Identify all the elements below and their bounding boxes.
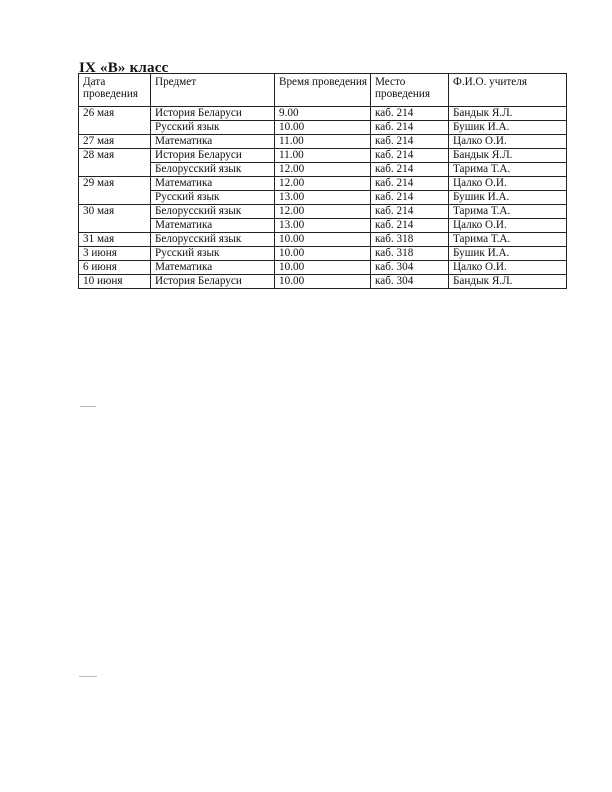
- table-row: [79, 177, 567, 191]
- teacher-cell: Бушик И.А.: [449, 191, 567, 205]
- teacher-cell: Бандык Я.Л.: [449, 275, 567, 289]
- date-cell: 30 мая: [79, 205, 151, 233]
- table-row: [79, 121, 567, 135]
- time-cell: 9.00: [275, 107, 371, 121]
- time-cell: 11.00: [275, 135, 371, 149]
- table-row: [79, 135, 567, 149]
- teacher-cell: Тарима Т.А.: [449, 233, 567, 247]
- place-cell: каб. 304: [371, 261, 449, 275]
- place-cell: каб. 318: [371, 233, 449, 247]
- teacher-cell: Бандык Я.Л.: [449, 149, 567, 163]
- date-cell: 28 мая: [79, 149, 151, 177]
- header-place: Место проведения: [371, 74, 449, 107]
- teacher-cell: Цалко О.И.: [449, 261, 567, 275]
- place-cell: каб. 214: [371, 205, 449, 219]
- subject-cell: Белорусский язык: [151, 163, 275, 177]
- place-cell: каб. 214: [371, 163, 449, 177]
- place-cell: каб. 214: [371, 191, 449, 205]
- time-cell: 12.00: [275, 163, 371, 177]
- teacher-cell: Бандык Я.Л.: [449, 107, 567, 121]
- table-row: [79, 163, 567, 177]
- teacher-cell: Тарима Т.А.: [449, 163, 567, 177]
- time-cell: 13.00: [275, 219, 371, 233]
- subject-cell: Математика: [151, 219, 275, 233]
- date-cell: 29 мая: [79, 177, 151, 205]
- exam-schedule-table: [78, 73, 567, 289]
- table-row: [79, 191, 567, 205]
- page-title: IX «В» класс: [79, 60, 169, 76]
- date-cell: 31 мая: [79, 233, 151, 247]
- teacher-cell: Тарима Т.А.: [449, 205, 567, 219]
- table-row: [79, 261, 567, 275]
- scan-artifact: [80, 406, 96, 407]
- teacher-cell: Цалко О.И.: [449, 177, 567, 191]
- subject-cell: Белорусский язык: [151, 205, 275, 219]
- subject-cell: История Беларуси: [151, 275, 275, 289]
- time-cell: 10.00: [275, 247, 371, 261]
- teacher-cell: Цалко О.И.: [449, 135, 567, 149]
- header-subject: Предмет: [151, 74, 275, 107]
- subject-cell: Русский язык: [151, 247, 275, 261]
- date-cell: 3 июня: [79, 247, 151, 261]
- table-header: [79, 74, 567, 107]
- time-cell: 10.00: [275, 275, 371, 289]
- place-cell: каб. 214: [371, 149, 449, 163]
- table-row: [79, 107, 567, 121]
- time-cell: 10.00: [275, 233, 371, 247]
- subject-cell: Белорусский язык: [151, 233, 275, 247]
- header-time: Время проведения: [275, 74, 371, 107]
- subject-cell: История Беларуси: [151, 149, 275, 163]
- place-cell: каб. 304: [371, 275, 449, 289]
- place-cell: каб. 214: [371, 219, 449, 233]
- teacher-cell: Бушик И.А.: [449, 121, 567, 135]
- time-cell: 12.00: [275, 177, 371, 191]
- place-cell: каб. 214: [371, 135, 449, 149]
- date-cell: 6 июня: [79, 261, 151, 275]
- table-row: [79, 205, 567, 219]
- subject-cell: История Беларуси: [151, 107, 275, 121]
- time-cell: 10.00: [275, 121, 371, 135]
- time-cell: 10.00: [275, 261, 371, 275]
- time-cell: 13.00: [275, 191, 371, 205]
- subject-cell: Русский язык: [151, 191, 275, 205]
- place-cell: каб. 214: [371, 121, 449, 135]
- place-cell: каб. 214: [371, 177, 449, 191]
- header-date: Дата проведения: [79, 74, 151, 107]
- subject-cell: Математика: [151, 261, 275, 275]
- table-row: [79, 275, 567, 289]
- table-row: [79, 247, 567, 261]
- header-teacher: Ф.И.О. учителя: [449, 74, 567, 107]
- date-cell: 10 июня: [79, 275, 151, 289]
- time-cell: 12.00: [275, 205, 371, 219]
- table-row: [79, 233, 567, 247]
- subject-cell: Русский язык: [151, 121, 275, 135]
- header-row: [79, 74, 567, 107]
- place-cell: каб. 318: [371, 247, 449, 261]
- table-row: [79, 219, 567, 233]
- teacher-cell: Цалко О.И.: [449, 219, 567, 233]
- subject-cell: Математика: [151, 135, 275, 149]
- date-cell: 27 мая: [79, 135, 151, 149]
- teacher-cell: Бушик И.А.: [449, 247, 567, 261]
- table-body: [79, 107, 567, 289]
- place-cell: каб. 214: [371, 107, 449, 121]
- date-cell: 26 мая: [79, 107, 151, 135]
- table-row: [79, 149, 567, 163]
- time-cell: 11.00: [275, 149, 371, 163]
- subject-cell: Математика: [151, 177, 275, 191]
- scan-artifact: [79, 676, 97, 677]
